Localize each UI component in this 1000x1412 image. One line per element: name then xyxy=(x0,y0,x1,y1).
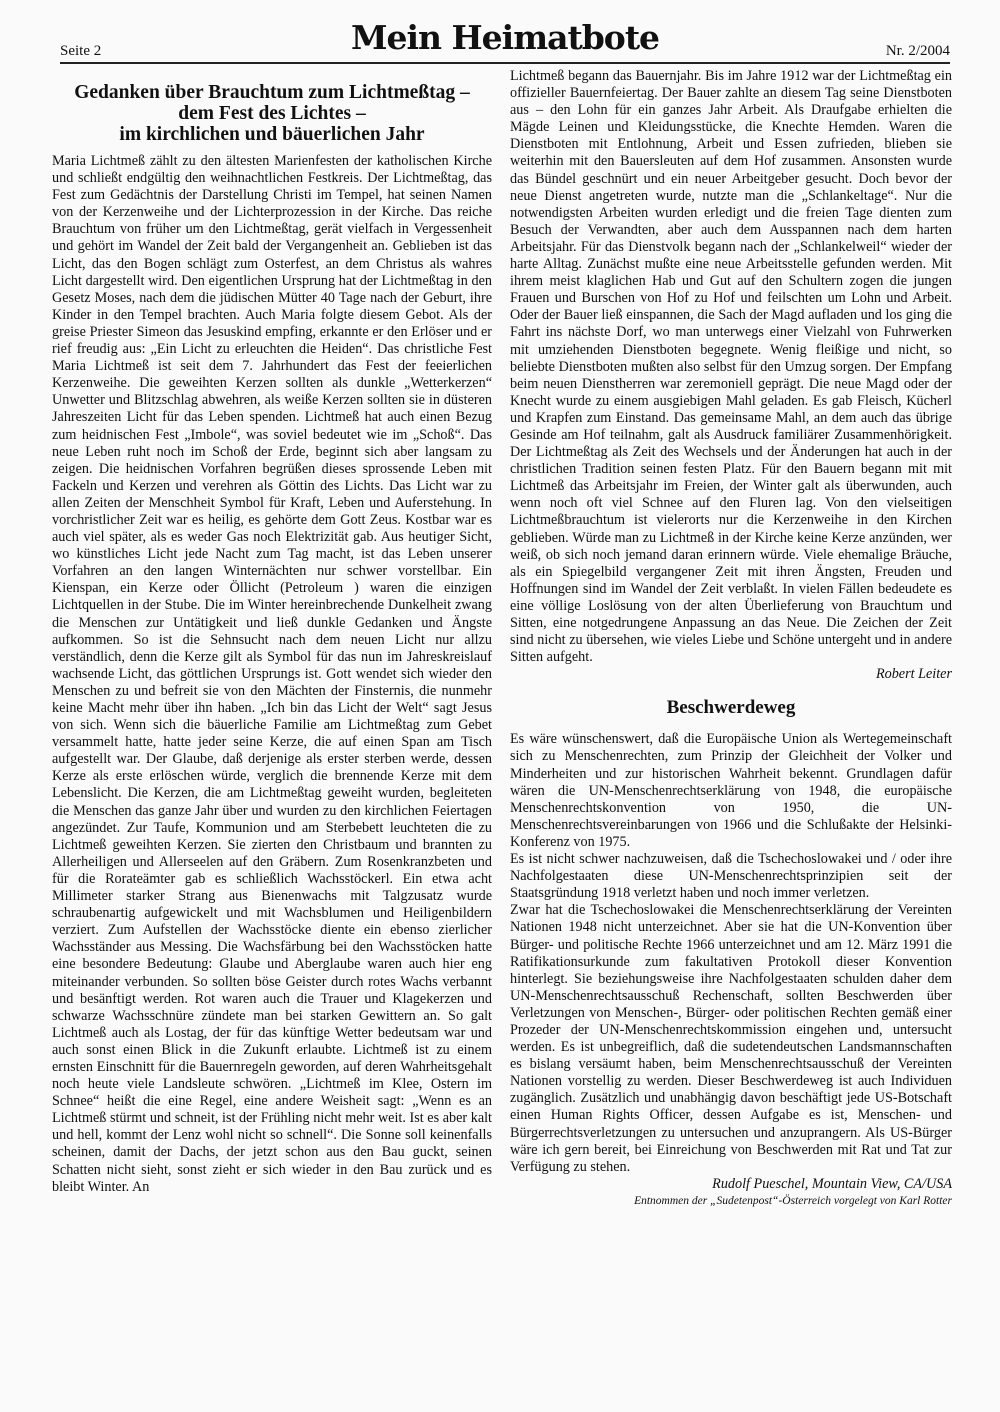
article-paragraph: Lichtmeß begann das Bauernjahr. Bis im Jahre 1912 war der Lichtmeßtag ein offizieller Bauernfeiertag. Der Bauer zahlte an diesem Tag seine Dienstboten aus – den Lohn für ein ganzes Jahr Arbeit. Als Draufgabe erhielten die Mägde Leinen und Kleidungsstücke, die Knechte Hemden. Waren die Dienstboten mit Entlohnung, Arbeit und Essen zufrieden, blieben sie weiterhin mit den Bauersleuten auf dem Hof zusammen. Ansonsten wurde das Bündel geschnürt und ein neuer Arbeitgeber gesucht. Doch bevor der neue Dienst angetreten wurde, nutzte man die „Schlankeltage“. Nur die notwendigsten Arbeiten wurden erledigt und die freien Tage dienten zum Besuch der Verwandten, aber auch dem Ausspannen nach dem harten Arbeitsjahr. Für das Dienstvolk begann nach der „Schlankelweil“ wieder der harte Alltag. Zunächst mußte eine neue Arbeitsstelle gefunden werden. Mit ihrem meist klaglichen Hab und Gut auf den Schultern zogen die jungen Frauen und Burschen von Hof zu Hof und feilschten um Lohn und Arbeit. Oder der Bauer ließ einspannen, die Sach der Magd aufladen und los ging die Fahrt ins nächste Dorf, wo man unterwegs einer Vielzahl von Fuhrwerken mit umziehenden Dienstboten begegnete. Wenig fleißige und nicht, so beliebte Dienstboten mußten also selbst für den Umzug sorgen. Der Empfang beim neuen Dienstherren war zeremoniell geprägt. Die neue Magd oder der Knecht wurde zu einem ausgiebigen Mahl geladen. Es gab Fleisch, Kücherl und Krapfen zum Einstand. Das gemeinsame Mahl, an dem auch das übrige Gesinde am Hof teilnahm, galt als Ausdruck familiärer Zusammenhörigkeit. Der Lichtmeßtag als Zeit des Wechsels und der Änderungen hat auch in der christlichen Tradition seinen festen Platz. Für den Bauern begann mit mit Lichtmeß das Arbeitsjahr im Freien, der Winter galt als überwunden, auch wenn noch oft viel Schnee auf den Fluren lag. Von den vielseitigen Lichtmeßbrauchtum ist vielerorts nur die Kerzenweihe in den Kirchen geblieben. Würde man zu Lichtmeß in der Kirche keine Kerze anzünden, wer weiß, ob sich noch jemand daran erinnern würde. Viele ehemalige Bräuche, als ein Spiegelbild vergangener Zeit mit ihren Ängsten, Freuden und Hoffnungen sind im Wandel der Zeit verblaßt. In vielen Fällen bedeudete es eine völlige Loslösung von der alten Überlieferung von Brauchtum und Sitten, eine notgedrungene Anpassung an das Neue. Die Zeichen der Zeit sind nicht zu übersehen, wie vieles Liebe und Schöne untergeht und in andere Sitten aufgeht. xyxy=(510,68,952,666)
article2-body xyxy=(510,731,952,1175)
article-body-left xyxy=(52,153,492,1196)
article2-author: Rudolf Pueschel, Mountain View, CA/USA xyxy=(712,1175,952,1192)
source-note: Entnommen der „Sudetenpost“-Österreich vorgelegt von Karl Rotter xyxy=(634,1194,952,1207)
article-paragraph: Maria Lichtmeß zählt zu den ältesten Marienfesten der katholischen Kirche und schließt endgültig den weihnachtlichen Festkreis. Der Lichtmeßtag, das Fest zum Gedächtnis der Darstellung Christi im Tempel, hat seinen Namen von der Kerzenweihe und der Lichterprozession in der Kirche. Das reiche Brauchtum von früher um den Lichtmeßtag, gerät vielfach in Vergessenheit und gehört im Wandel der Zeit bald der Vergangenheit an. Geblieben ist das Licht, das den Bogen schlägt zum Osterfest, an dem Christus als wahres Licht dargestellt wird. Den eigentlichen Ursprung hat der Lichtmeßtag in den Gesetz Moses, nach dem die jüdischen Mütter 40 Tage nach der Geburt, ihre Kinder in den Tempel brachten. Auch Maria folgte diesem Gebot. Als der greise Priester Simeon das Jesuskind empfing, erkannte er den Erlöser und er rief freudig aus: „Ein Licht zu erleuchten die Heiden“. Das christliche Fest Maria Lichtmeß ist seit dem 7. Jahrhundert das Fest der feeierlichen Kerzenweihe. Die geweihten Kerzen sollten als dunkle „Wetterkerzen“ Unwetter und Blitzschlag abwehren, als weiße Kerzen sollten sie in düsteren Jahreszeiten Licht für das Leben spenden. Lichtmeß hat auch einen Bezug zum heidnischen Fest „Imbole“, was soviel bedeutet wie im „Schoß“. Das neue Leben ruht noch im Schoß der Erde, beginnt sich aber langsam zu zeigen. Die heidnischen Vorfahren begrüßen dieses sprossende Leben mit Fackeln und Kerzen und verehren als Göttin des Lichts. Das Licht war zu allen Zeiten der Menschheit Symbol für Kraft, Leben und Auferstehung. In vorchristlicher Zeit war es heilig, es gehörte dem Gott Zeus. Kostbar war es auch viel später, als es weder Gas noch Elektrizität gab. Aus heutiger Sicht, wo künstliches Licht jede Nacht zum Tag macht, ist das Leben unserer Vorfahren an den langen Winternächten nur schwer vorstellbar. Ein Kienspan, ein Kerze oder Öllicht (Petroleum ) waren die einzigen Lichtquellen in der Stube. Die im Winter hereinbrechende Dunkelheit zwang die Menschen zur Untätigkeit und ließ dunkle Gedanken und Ängste aufkommen. So ist die Sehnsucht nach dem neuen Licht nur allzu verständlich, denn die Kerze gilt als Symbol für das nun im Jahreskreislauf wachsende Licht, das göttlichen Ursprungs ist. Gott wendet sich wieder den Menschen zu und befreit sie von den Mächten der Finsternis, die nunmehr keine Macht mehr über ihn haben. „Ich bin das Licht der Welt“ sagt Jesus von sich. Wenn sich die bäuerliche Familie am Lichtmeßtag zum Gebet versammelt hatte, hatte jeder seine Kerze, die auf einen Span am Tisch aufgestellt war. Der Glaube, daß derjenige als erster sterben werde, dessen Kerze als erste erlöschen würde, verglich die brennende Kerze mit dem Lebenslicht. Die Kerzen, die am Lichtmeßtag geweiht wurden, begleiteten die Menschen das ganze Jahr über und wurden zu den kirchlichen Feiertagen angezündet. Zur Taufe, Kommunion und am Sterbebett leuchteten die zu Lichtmeß geweihten Kerzen. Sie zierten den Christbaum und brannten zu Allerheiligen und Allerseelen auf den Gräbern. Zum Rosenkranzbeten und für die Rorateämter gab es schließlich Wachsstöckerl. Ein etwa acht Millimeter starker Strang aus Bienenwachs mit Talgzusatz wurde schraubenartig aufgewickelt und mit Wachsblumen und Heiligenbildern verziert. Zum Aufstellen der Wachsstöcke diente ein ebenso zierlicher Wachsständer aus Messing. Die Wachsfärbung bei den Wachsstöcken hatte eine besondere Bedeutung: Glaube und Aberglaube waren auch hier eng miteinander verbunden. So sollten böse Geister durch rotes Wachs verbannt und besänftigt werden. Rot waren auch die Trauer und Klagekerzen und schwarze Wachsschnüre zündete man bei starken Gewittern an. So galt Lichtmeß auch als Lostag, der für das künftige Wetter bedeutsam war und auch sonst einen Blick in die Zukunft erlaubte. Lichtmeß ist zu einem ernsten Einschnitt für die Bauernregeln geworden, auf deren Wahrheitsgehalt noch heute viele Landsleute schwören. „Lichtmeß im Klee, Ostern im Schnee“ heißt die eine Regel, eine andere Weisheit sagt: „Wenn es an Lichtmeß stürmt und schneit, ist der Frühling nicht mehr weit. Ist es aber kalt und hell, kommt der Lenz wohl nicht so schnell“. Die Sonne soll keinenfalls scheinen, damit der Dachs, der jetzt schon aus den Bau guckt, seinen Schatten nicht sieht, sonst zieht er sich wieder in den Bau zurück und es bleibt Winter. An xyxy=(52,153,492,1195)
article2-title: Beschwerdeweg xyxy=(666,697,796,719)
page-header xyxy=(60,14,950,59)
title-line: Gedanken über Brauchtum zum Lichtmeßtag – xyxy=(74,82,470,103)
header-rule xyxy=(60,62,950,64)
article2-paragraph: Zwar hat die Tschechoslowakei die Menschenrechtserklärung der Vereinten Nationen 1948 nicht unterzeichnet. Aber sie hat die UN-Konvention über Bürger- und politische Rechte 1966 unterzeichnet und am 12. März 1991 die Ratifikationsurkunde zum fakultativen Protokoll dieser Konvention hinterlegt. Sie beziehungsweise ihre Nachfolgestaaten schulden daher dem UN-Menschenrechtsausschuß Rechenschaft, sollten Beschwerden über Verletzungen von Menschen-, Bürger- oder politischen Rechten gemäß einer Prozeder der UN-Menschenrechtskommission eingehen und, untersucht werden. Es ist unbegreiflich, daß die sudetendeutschen Landsmannschaften es bislang versäumt haben, beim Menschenrechtsausschuß der Vereinten Nationen vorstellig zu werden. Dieser Beschwerdeweg ist auch Individuen zugänglich. Zusätzlich und unabhängig davon beschäftigt jede US-Botschaft einen Human Rights Officer, dessen Aufgabe es ist, Menschen- und Bürgerrechtsverletzungen zu untersuchen und anzuprangern. Als US-Bürger wäre ich gern bereit, bei Einreichung von Beschwerden mit Rat und Tat zur Verfügung zu stehen. xyxy=(510,902,952,1175)
article-title xyxy=(52,82,492,145)
page-number: Seite 2 xyxy=(60,43,102,59)
title-line: im kirchlichen und bäuerlichen Jahr xyxy=(119,124,425,145)
article-body-right xyxy=(510,68,952,666)
article2-paragraph: Es ist nicht schwer nachzuweisen, daß die Tschechoslowakei und / oder ihre Nachfolgestaaten diese UN-Menschenrechtsprinzipien seit der Staatsgründung 1918 verletzt haben und noch immer verletzen. xyxy=(510,851,952,902)
title-line: dem Fest des Lichtes – xyxy=(178,103,366,124)
left-column xyxy=(52,68,492,1196)
right-column xyxy=(510,68,952,1209)
issue-number: Nr. 2/2004 xyxy=(885,43,950,59)
article-author: Robert Leiter xyxy=(875,666,952,683)
article2-paragraph: Es wäre wünschenswert, daß die Europäische Union als Wertegemeinschaft sich zu Menschenrechten, zum Prinzip der Gleichheit der Volker und Minderheiten und zur historischen Wahrheit bekennt. Grundlagen dafür wären die UN-Menschenrechtserklärung von 1948, die europäische Menschenrechtskonvention von 1950, die UN-Menschenrechtsvereinbarungen von 1966 und die Schlußakte der Helsinki-Konferenz von 1975. xyxy=(510,731,952,850)
masthead-logo: Mein Heimatbote xyxy=(350,18,660,57)
